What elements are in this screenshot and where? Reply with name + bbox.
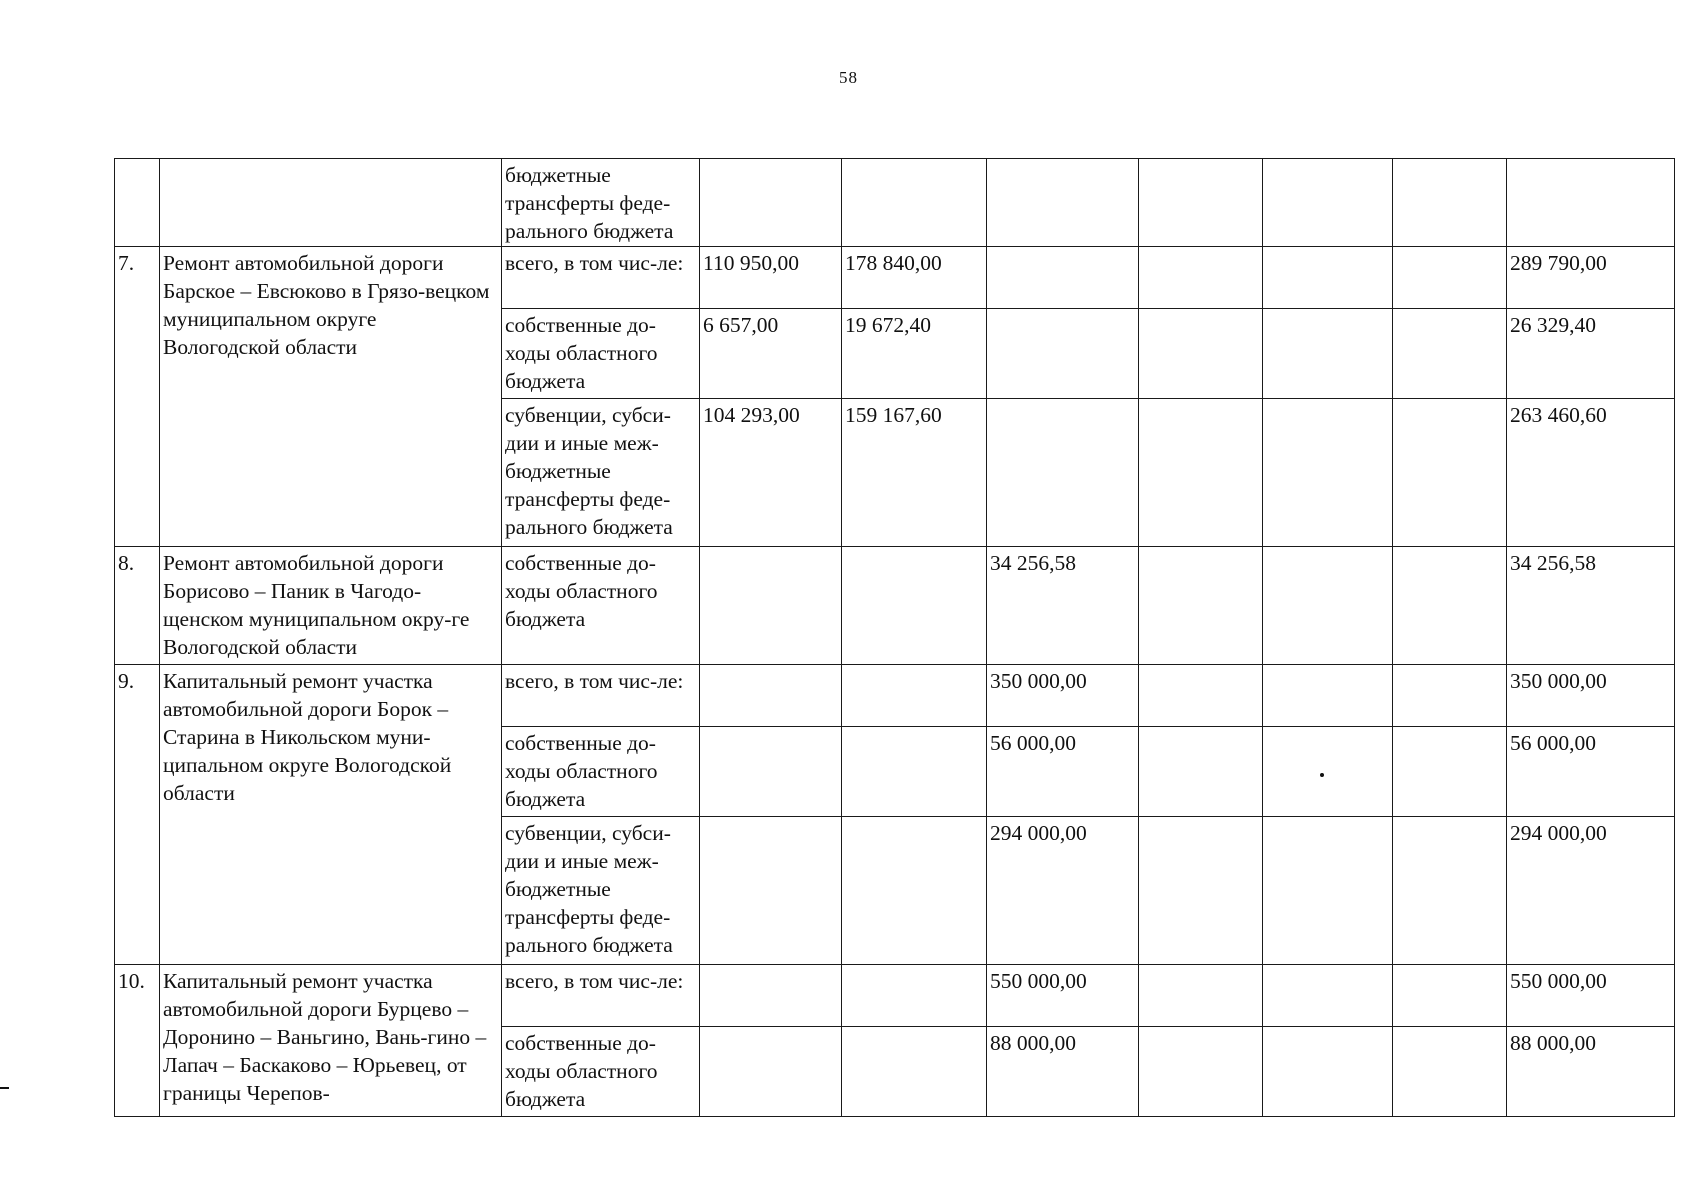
cell-value: [1393, 817, 1507, 965]
cell-value: [1139, 309, 1263, 399]
cell-value: 19 672,40: [842, 309, 987, 399]
cell-value: [1139, 727, 1263, 817]
cell-name: [160, 159, 502, 247]
cell-value: [1263, 817, 1393, 965]
cell-number: 9.: [115, 665, 160, 965]
cell-value: [1263, 159, 1393, 247]
cell-value: 294 000,00: [987, 817, 1139, 965]
cell-number: 8.: [115, 547, 160, 665]
cell-value: [1393, 159, 1507, 247]
cell-source: всего, в том чис-ле:: [502, 965, 700, 1027]
cell-value: 34 256,58: [987, 547, 1139, 665]
cell-value: [987, 399, 1139, 547]
cell-value: [700, 965, 842, 1027]
cell-value: [1139, 399, 1263, 547]
cell-number: 10.: [115, 965, 160, 1117]
cell-source: собственные до-ходы областного бюджета: [502, 1027, 700, 1117]
cell-value: 6 657,00: [700, 309, 842, 399]
cell-value: [1393, 399, 1507, 547]
table-body: [115, 159, 1675, 1117]
cell-total: 88 000,00: [1507, 1027, 1675, 1117]
table-row: [115, 965, 1675, 1027]
cell-value: [1393, 727, 1507, 817]
cell-name: Капитальный ремонт участка автомобильной дороги Борок – Старина в Никольском муни-ципальном округе Вологодской области: [160, 665, 502, 965]
cell-value: [1263, 309, 1393, 399]
continuation-row: [115, 159, 1675, 247]
cell-value: [700, 1027, 842, 1117]
cell-value: [1139, 965, 1263, 1027]
table-row: [115, 247, 1675, 309]
table-row: [115, 547, 1675, 665]
cell-name: Капитальный ремонт участка автомобильной дороги Бурцево – Доронино – Ваньгино, Вань-гино – Лапач – Баскаково – Юрьевец, от границы Черепов-: [160, 965, 502, 1117]
cell-source: субвенции, субси-дии и иные меж-бюджетные трансферты феде-рального бюджета: [502, 817, 700, 965]
cell-value: [987, 309, 1139, 399]
cell-total: 26 329,40: [1507, 309, 1675, 399]
cell-source: собственные до-ходы областного бюджета: [502, 727, 700, 817]
cell-total: 550 000,00: [1507, 965, 1675, 1027]
cell-value: [842, 727, 987, 817]
cell-number: 7.: [115, 247, 160, 547]
cell-source: всего, в том чис-ле:: [502, 247, 700, 309]
cell-value: 159 167,60: [842, 399, 987, 547]
cell-name: Ремонт автомобильной дороги Борисово – Паник в Чагодо-щенском муниципальном окру-ге Вологодской области: [160, 547, 502, 665]
cell-number: [115, 159, 160, 247]
cell-value: [842, 965, 987, 1027]
cell-source: собственные до-ходы областного бюджета: [502, 547, 700, 665]
cell-value: [1263, 965, 1393, 1027]
cell-value: 350 000,00: [987, 665, 1139, 727]
cell-value: [842, 817, 987, 965]
cell-value: [1263, 247, 1393, 309]
cell-value: [1393, 247, 1507, 309]
cell-total: [1507, 159, 1675, 247]
cell-value: [700, 727, 842, 817]
budget-table: [114, 158, 1675, 1117]
margin-mark: [0, 1087, 9, 1089]
cell-value: [1263, 1027, 1393, 1117]
cell-total: 263 460,60: [1507, 399, 1675, 547]
cell-total: 289 790,00: [1507, 247, 1675, 309]
cell-value: [1393, 547, 1507, 665]
cell-value: [842, 547, 987, 665]
cell-source: всего, в том чис-ле:: [502, 665, 700, 727]
cell-value: [1263, 665, 1393, 727]
cell-value: [1393, 965, 1507, 1027]
cell-value: [1263, 547, 1393, 665]
cell-value: [842, 159, 987, 247]
cell-value: [700, 547, 842, 665]
cell-value: 88 000,00: [987, 1027, 1139, 1117]
cell-value: [1139, 817, 1263, 965]
cell-value: [987, 159, 1139, 247]
cell-value: [700, 817, 842, 965]
cell-value: [1139, 247, 1263, 309]
cell-value: 110 950,00: [700, 247, 842, 309]
cell-source: бюджетные трансферты феде-ральногo бюджета: [502, 159, 700, 247]
cell-value: [842, 665, 987, 727]
cell-value: [700, 159, 842, 247]
cell-value: 56 000,00: [987, 727, 1139, 817]
page-number: 58: [839, 68, 858, 87]
cell-value: [987, 247, 1139, 309]
cell-value: [1139, 665, 1263, 727]
cell-value: [1139, 547, 1263, 665]
cell-source: собственные до-ходы областного бюджета: [502, 309, 700, 399]
table-row: [115, 665, 1675, 727]
cell-value: [1139, 159, 1263, 247]
cell-value: 178 840,00: [842, 247, 987, 309]
cell-total: 350 000,00: [1507, 665, 1675, 727]
cell-value: [1263, 727, 1393, 817]
cell-source: субвенции, субси-дии и иные меж-бюджетные трансферты феде-рального бюджета: [502, 399, 700, 547]
cell-value: [1393, 309, 1507, 399]
cell-value: [1263, 399, 1393, 547]
cell-value: 550 000,00: [987, 965, 1139, 1027]
cell-total: 34 256,58: [1507, 547, 1675, 665]
cell-total: 56 000,00: [1507, 727, 1675, 817]
cell-value: 104 293,00: [700, 399, 842, 547]
cell-value: [1393, 665, 1507, 727]
cell-name: Ремонт автомобильной дороги Барское – Евсюково в Грязо-вецком муниципальном округе Вологодской области: [160, 247, 502, 547]
cell-value: [1393, 1027, 1507, 1117]
cell-total: 294 000,00: [1507, 817, 1675, 965]
cell-value: [700, 665, 842, 727]
cell-value: [1139, 1027, 1263, 1117]
cell-value: [842, 1027, 987, 1117]
